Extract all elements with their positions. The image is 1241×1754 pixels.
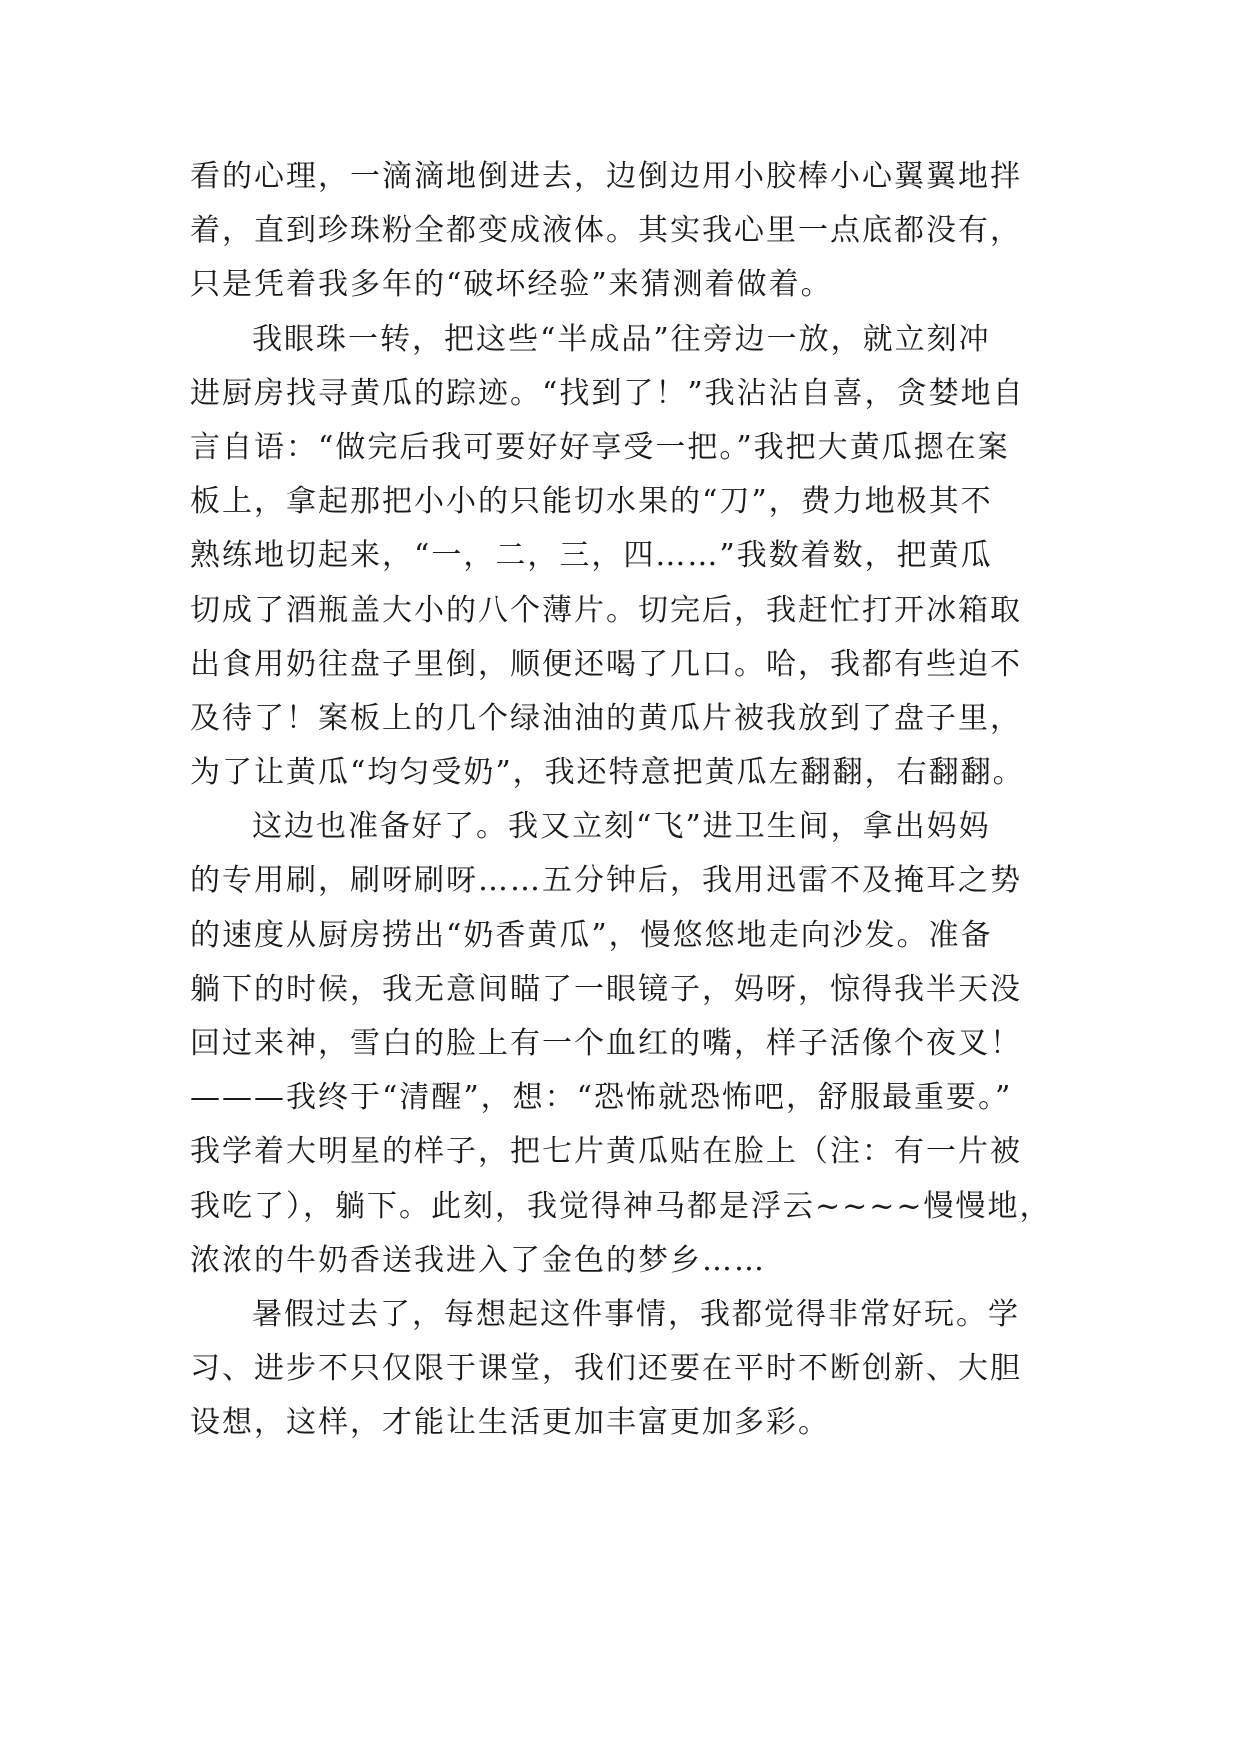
paragraph-start-line: 暑假过去了，每想起这件事情，我都觉得非常好玩。学 [252, 1296, 1020, 1332]
text-line: 我学着大明星的样子，把七片黄瓜贴在脸上（注：有一片被 [190, 1134, 1022, 1170]
text-line: ———我终于“清醒”，想：“恐怖就恐怖吧，舒服最重要。” [190, 1080, 1013, 1116]
text-line: 躺下的时候，我无意间瞄了一眼镜子，妈呀，惊得我半天没 [190, 971, 1022, 1007]
text-line: 的专用刷，刷呀刷呀……五分钟后，我用迅雷不及掩耳之势 [190, 863, 1022, 899]
text-line: 的速度从厨房捞出“奶香黄瓜”，慢悠悠地走向沙发。准备 [190, 917, 993, 953]
text-line: 回过来神，雪白的脸上有一个血红的嘴，样子活像个夜叉！ [190, 1026, 1022, 1061]
essay-body [190, 150, 1054, 1451]
text-line: 进厨房找寻黄瓜的踪迹。“找到了！”我沾沾自喜，贪婪地自 [190, 375, 1025, 411]
text-line: 板上，拿起那把小小的只能切水果的“刀”，费力地极其不 [190, 484, 993, 520]
text-line: 及待了！案板上的几个绿油油的黄瓜片被我放到了盘子里， [190, 700, 1022, 736]
paragraph-start-line: 我眼珠一转，把这些“半成品”往旁边一放，就立刻冲 [252, 321, 991, 357]
text-line: 我吃了），躺下。此刻，我觉得神马都是浮云~~~~慢慢地， [190, 1188, 1052, 1224]
text-line: 习、进步不只仅限于课堂，我们还要在平时不断创新、大胆 [190, 1351, 1022, 1387]
text-line: 为了让黄瓜“均匀受奶”，我还特意把黄瓜左翻翻，右翻翻。 [190, 755, 1025, 791]
text-line: 言自语：“做完后我可要好好享受一把。”我把大黄瓜摁在案 [190, 429, 1010, 465]
text-line: 浓浓的牛奶香送我进入了金色的梦乡…… [190, 1242, 766, 1278]
text-line: 着，直到珍珠粉全都变成液体。其实我心里一点底都没有， [190, 213, 1022, 249]
text-line: 切成了酒瓶盖大小的八个薄片。切完后，我赶忙打开冰箱取 [190, 592, 1022, 628]
text-line: 熟练地切起来，“一，二，三，四……”我数着数，把黄瓜 [190, 538, 993, 574]
paragraph-start-line: 这边也准备好了。我又立刻“飞”进卫生间，拿出妈妈 [252, 809, 991, 845]
text-line: 只是凭着我多年的“破坏经验”来猜测着做着。 [190, 267, 833, 303]
text-line: 设想，这样，才能让生活更加丰富更加多彩。 [190, 1405, 830, 1441]
text-line: 出食用奶往盘子里倒，顺便还喝了几口。哈，我都有些迫不 [190, 646, 1022, 682]
text-line: 看的心理，一滴滴地倒进去，边倒边用小胶棒小心翼翼地拌 [190, 159, 1022, 194]
